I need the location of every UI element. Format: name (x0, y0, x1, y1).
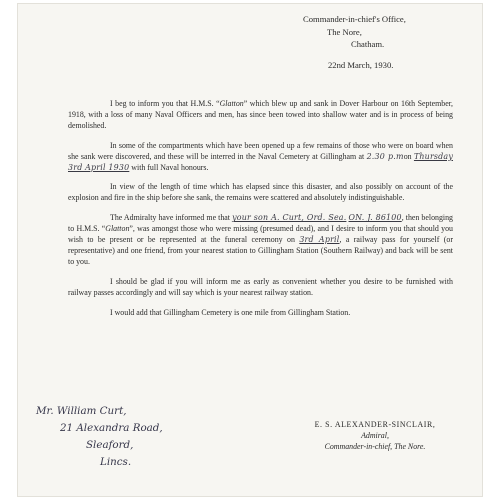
ship-name: Glatton (219, 99, 244, 108)
signature-block (280, 419, 470, 453)
paragraph-admiralty: The Admiralty have informed me that your son A. Curt, Ord. Sea. ON. J. 86100, then belonging to H.M.S. “Glatton”, was amongst those who were missing (presumed dead), and I desire to inform you that should you wish to be present or be represented at the funeral ceremony on 3rd April, a railway pass for yourself (or representative) and one friend, from your nearest station to Gillingham Station (Southern Railway) and back will be sent to you. (68, 213, 453, 266)
handwritten-service-number: ON. J. 86100 (348, 213, 402, 223)
letterhead-office: Commander-in-chief's Office, (303, 14, 406, 24)
recipient-address (36, 403, 236, 471)
signatory-name: E. S. ALEXANDER-SINCLAIR, (314, 420, 436, 429)
handwritten-relation: your son A. Curt, Ord. Sea. (232, 213, 347, 223)
recipient-county: Lincs. (100, 456, 132, 468)
handwritten-funeral-date: 3rd April (299, 235, 340, 245)
paragraph-remains: In view of the length of time which has elapsed since this disaster, and also possibly on account of the explosion and fire in the ship before she sank, the remains were scattered and absolutely indistinguishable. (68, 182, 453, 203)
recipient-name: Mr. William Curt, (36, 405, 127, 417)
paragraph-disaster: I beg to inform you that H.M.S. “Glatton” which blew up and sank in Dover Harbour on 16th September, 1918, with a loss of many Naval Officers and men, has since been towed into shallow water and is in process of being demolished. (68, 99, 453, 130)
letterhead-town: Chatham. (351, 39, 385, 50)
handwritten-day: Thursday 3rd April 1930 (68, 151, 453, 172)
recipient-town: Sleaford, (86, 439, 134, 451)
letterhead-address (303, 13, 473, 71)
letter-body (68, 99, 453, 319)
letterhead-place: The Nore, (327, 26, 362, 37)
paragraph-cemetery: I would add that Gillingham Cemetery is one mile from Gillingham Station. (110, 307, 351, 317)
recipient-street: 21 Alexandra Road, (60, 422, 163, 434)
signatory-rank: Admiral, (361, 431, 389, 441)
handwritten-time: 2.30 p.m (366, 151, 404, 161)
signatory-title: Commander-in-chief, The Nore. (324, 442, 426, 452)
letter-date: 22nd March, 1930. (328, 59, 394, 70)
paragraph-interment: In some of the compartments which have been opened up a few remains of those who were on board when she sank were discovered, and these will be interred in the Naval Cemetery at Gillingham at 2.30 p.mon Thursday 3rd April 1930 with full Naval honours. (68, 140, 453, 172)
letter-page (17, 3, 483, 497)
ship-name: Glatton (105, 224, 130, 234)
paragraph-railway: I should be glad if you will inform me as early as convenient whether you desire to be furnished with railway passes accordingly and will say which is your nearest railway station. (68, 276, 453, 297)
